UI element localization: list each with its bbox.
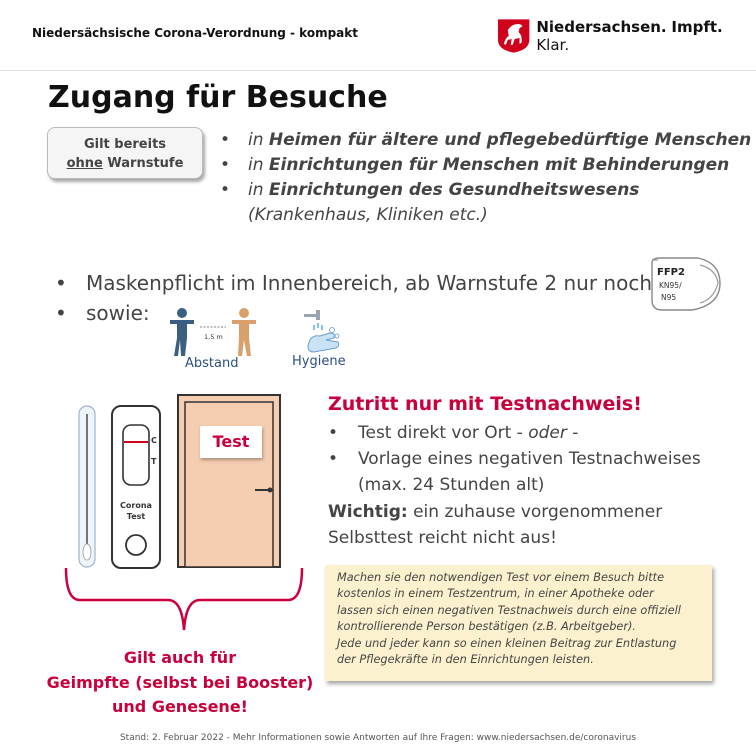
rule-text: Test direkt vor Ort -: [358, 423, 529, 443]
also-valid-line: Geimpfte (selbst bei Booster): [46, 672, 314, 692]
note-line: Jede und jeder kann so einen kleinen Beitrag zur Entlastung: [337, 636, 677, 650]
door-sign: Test: [200, 426, 262, 458]
also-valid-line: und Genesene!: [112, 697, 248, 716]
note-line: kontrollierende Person bestätigen (z.B. Arbeitgeber).: [337, 620, 636, 634]
sowie-label: • sowie:: [55, 298, 652, 328]
header-divider: [0, 70, 756, 71]
brand-slogan: [536, 18, 756, 54]
swab-tube-icon: [76, 404, 98, 569]
rules-list: [55, 268, 652, 328]
important-text-2: Selbsttest reicht nicht aus!: [328, 528, 557, 548]
access-heading: Zutritt nur mit Testnachweis!: [328, 393, 642, 415]
cassette-name-1: Corona: [120, 501, 152, 510]
rule-italic: oder: [528, 423, 567, 443]
handwash-icon: [300, 306, 344, 354]
places-subnote: (Krankenhaus, Kliniken etc.): [248, 205, 488, 225]
test-line-label: T: [151, 457, 157, 466]
note-line: der Pflegekräfte in den Einrichtungen leisten.: [337, 653, 594, 667]
rule-text-end: -: [566, 423, 579, 443]
test-cassette: [111, 405, 161, 569]
document-title: Niedersächsische Corona-Verordnung - kompakt: [32, 26, 358, 40]
door-icon: [177, 394, 281, 568]
footer-text: Stand: 2. Februar 2022 - Mehr Informationen sowie Antworten auf Ihre Fragen: www.niedersachsen.de/coronavirus: [119, 733, 637, 743]
note-line: kostenlos in einem Testzentrum, in einer Apotheke oder: [337, 587, 654, 601]
item-bold: Einrichtungen des Gesundheitswesens: [268, 180, 640, 200]
brand: [497, 18, 756, 54]
cassette-name-2: Test: [126, 512, 146, 521]
badge-line2: [48, 154, 202, 173]
item-bold: Heimen für ältere und pflegebedürftige Menschen: [268, 130, 752, 150]
also-valid-line: Gilt auch für: [123, 648, 237, 667]
important-note: [328, 499, 701, 551]
also-valid-statement: [20, 646, 340, 720]
distance-icon: [170, 306, 265, 356]
item-prefix: in: [248, 130, 269, 150]
list-item: [328, 446, 701, 498]
hygiene-label: Hygiene: [292, 354, 346, 369]
badge-line1: Gilt bereits: [83, 137, 167, 152]
places-list: [218, 128, 751, 228]
info-note: [325, 565, 712, 681]
control-line-label: C: [151, 436, 157, 445]
ffp-line3: N95: [661, 293, 677, 302]
item-prefix: in: [248, 180, 269, 200]
badge-underlined: ohne: [66, 156, 103, 171]
list-item: [328, 420, 701, 446]
important-label: Wichtig:: [328, 502, 408, 522]
note-line: lassen sich einen negativen Testnachweis durch eine offiziell: [337, 603, 681, 617]
ffp-line2: KN95/: [659, 281, 682, 290]
list-item: [218, 128, 751, 153]
ffp-line1: FFP2: [657, 267, 685, 278]
list-item: [218, 178, 751, 203]
item-prefix: in: [248, 155, 269, 175]
warnstufe-badge: [47, 127, 203, 179]
abstand-label: Abstand: [185, 356, 239, 371]
test-cassette-icon: [111, 405, 161, 569]
note-line: Machen sie den notwendigen Test vor einem Besuch bitte: [337, 571, 665, 584]
important-text-1: ein zuhause vorgenommener: [407, 502, 663, 522]
page-title: Zugang für Besuche: [48, 80, 388, 115]
brand-light: Klar.: [536, 36, 570, 54]
curly-brace-icon: [64, 566, 304, 636]
brand-mid: Impft.: [671, 18, 723, 36]
brand-bold: Niedersachsen.: [536, 18, 667, 36]
access-rules: [328, 420, 701, 551]
badge-rest: Warnstufe: [102, 156, 184, 171]
rule-subtext: (max. 24 Stunden alt): [358, 475, 545, 495]
distance-value: 1,5 m: [204, 333, 223, 341]
item-bold: Einrichtungen für Menschen mit Behinderungen: [268, 155, 730, 175]
cassette-name: [111, 500, 161, 522]
mask-rule: • Maskenpflicht im Innenbereich, ab Warnstufe 2 nur noch: [55, 268, 652, 298]
rule-text: Vorlage eines negativen Testnachweises: [358, 449, 701, 469]
horse-logo-icon: [497, 18, 530, 54]
ffp2-mask-icon: [648, 255, 724, 313]
list-item: [218, 153, 751, 178]
